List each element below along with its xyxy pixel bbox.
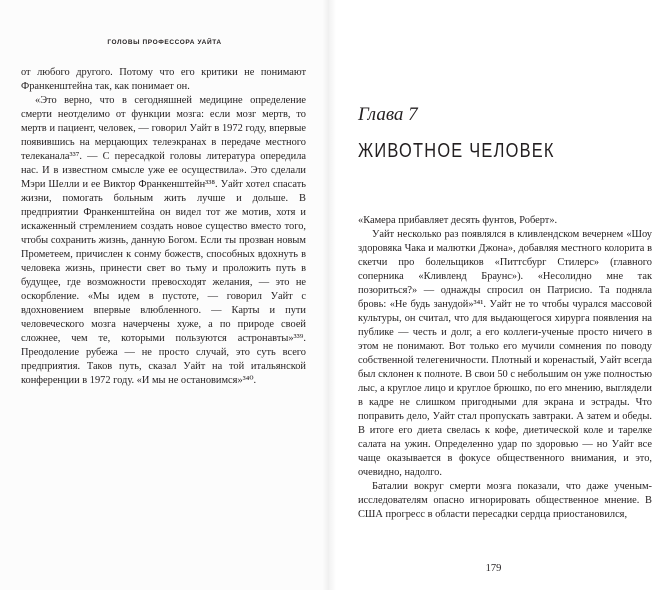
right-page-text bbox=[358, 214, 652, 522]
paragraph: Уайт несколько раз появлялся в кливлендском вечернем «Шоу здоровяка Чака и малютки Джона», добавляя местного колорита в скетчи про болельщиков «Питтсбург Стилерс» (главного соперника «Кливленд Браунс»). «Несолидно мне так позориться?» — однажды спросил он Патрисио. Та подняла бровь: «Не будь занудой»³⁴¹. Уайт не то чтобы чурался массовой культуры, он считал, что для выдающегося хирурга появления на публике — честь и долг, а его коллеги-ученые просто ничего в этом не понимают. Вот только его мучили сомнения по поводу собственной телегеничности. Плотный и коренастый, Уайт всегда был склонен к полноте. В свои 50 с небольшим он уже полностью лыс, а круглое лицо и круглое брюшко, по его мнению, выглядели в кадре не слишком пригодными для экрана и эстрады. Что поправить дело, Уайт стал пропускать завтраки. А затем и обеды. В итоге его диета свелась к кофе, диетической коле и тарелке салата на ужин. Определенно удар по здоровью — но Уайт все чаще оказывается в фокусе общественного внимания, и это, очевидно, надолго. bbox=[358, 229, 652, 478]
book-gutter bbox=[322, 0, 336, 590]
right-page bbox=[329, 0, 658, 590]
paragraph: от любого другого. Потому что его критики не понимают Франкенштейна так, как понимает он. bbox=[21, 67, 306, 92]
page-number: 179 bbox=[485, 563, 502, 574]
chapter-title: ЖИВОТНОЕ ЧЕЛОВЕК bbox=[358, 140, 555, 162]
chapter-number: Глава 7 bbox=[358, 104, 418, 125]
running-head: ГОЛОВЫ ПРОФЕССОРА УАЙТА bbox=[107, 39, 222, 46]
left-page-text bbox=[21, 66, 306, 388]
paragraph: «Камера прибавляет десять фунтов, Роберт». bbox=[358, 215, 558, 226]
paragraph: Баталии вокруг смерти мозга показали, что даже ученым-исследователям опасно игнорировать общественное мнение. В США прогресс в области пересадки сердца приостановился, bbox=[358, 481, 652, 520]
paragraph: «Это верно, что в сегодняшней медицине определение смерти неотделимо от функции мозга: если мозг мертв, то мертв и пациент, человек, — говорил Уайт в 1972 году, впервые появившись на мерцающих телеэкранах в передаче местного телеканала³³⁷. — С пересадкой головы литература опередила нас. И в известном смысле уже ее осуществила». Это сделали Мэри Шелли и ее Виктор Франкенштейн³³⁸. Уайт хотел спасать жизни, помогать больным жить лучше и дольше. В предприятии Франкенштейна он видел тот же мотив, хотя и искаженный стремлением создать новое существо вместо того, чтобы сохранить жизнь, данную Богом. Если ты прозван новым Прометеем, причислен к сонму божеств, способных вдохнуть в человека жизнь, принести свет во тьму и проложить путь в будущее, где возможности превосходят желания, — это не оскорбление. «Мы идем в пустоте, — говорил Уайт с вдохновением впервые влюбленного. — Карты и пути человеческого мозга начерчены хуже, а по природе своей сложнее, чем те, которыми пользуются астронавты»³³⁹. Преодоление рубежа — не просто случай, это суть всего предприятия. Таков путь, сказал Уайт на той итальянской конференции в 1972 году. «И мы не остановимся»³⁴⁰. bbox=[21, 95, 306, 386]
